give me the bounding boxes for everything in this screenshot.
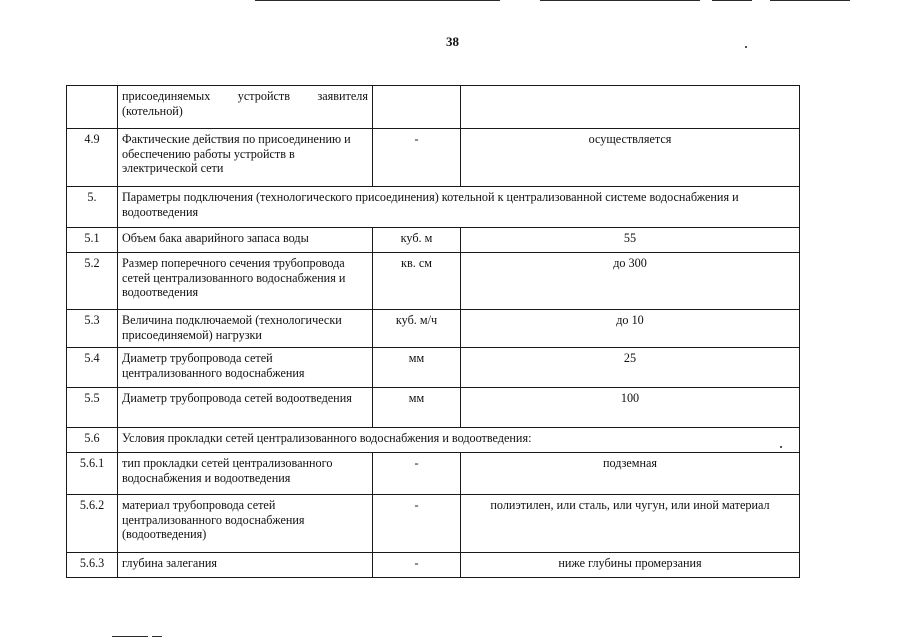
word: устройств: [237, 89, 290, 103]
scan-edge-line: [712, 0, 752, 1]
row-unit-cell: -: [373, 553, 461, 578]
page-number: 38: [446, 34, 459, 49]
section-row: [67, 428, 800, 453]
section-heading-cell: Условия прокладки сетей централизованного водоснабжения и водоотведения:: [118, 428, 800, 453]
row-description-cell: глубина залегания: [118, 553, 373, 578]
row-description-cell: Диаметр трубопровода сетей водоотведения: [118, 388, 373, 428]
scan-edge-line: [112, 636, 148, 637]
row-description-cell: материал трубопровода сетей централизованного водоснабжения (водоотведения): [118, 495, 373, 553]
table-row: [67, 253, 800, 310]
table-row: [67, 388, 800, 428]
table-row: [67, 129, 800, 187]
row-unit-cell: кв. см: [373, 253, 461, 310]
row-number-cell: [67, 86, 118, 129]
row-value-cell: осуществляется: [461, 129, 800, 187]
row-description-cell: Фактические действия по присоединению и обеспечению работы устройств в электрической сети: [118, 129, 373, 187]
section-heading-cell: Параметры подключения (технологического присоединения) котельной к централизованной системе водоснабжения и водоотведения: [118, 187, 800, 228]
table-row: [67, 348, 800, 388]
scan-edge-line: [152, 636, 162, 637]
row-number-cell: 5.4: [67, 348, 118, 388]
row-number-cell: 5.6: [67, 428, 118, 453]
row-description-cell: Диаметр трубопровода сетей централизованного водоснабжения: [118, 348, 373, 388]
row-value-cell: до 10: [461, 310, 800, 348]
table-row: [67, 310, 800, 348]
section-row: [67, 187, 800, 228]
row-unit-cell: -: [373, 495, 461, 553]
row-number-cell: 5.5: [67, 388, 118, 428]
table-row: [67, 553, 800, 578]
row-unit-cell: -: [373, 129, 461, 187]
row-number-cell: 4.9: [67, 129, 118, 187]
table-row: [67, 453, 800, 495]
word: заявителя: [317, 89, 368, 103]
table-row: [67, 86, 800, 129]
row-unit-cell: куб. м/ч: [373, 310, 461, 348]
row-value-cell: до 300: [461, 253, 800, 310]
scan-edge-line: [255, 0, 500, 1]
row-unit-cell: [373, 86, 461, 129]
table-row: [67, 495, 800, 553]
table-row: [67, 228, 800, 253]
row-unit-cell: мм: [373, 348, 461, 388]
word: присоединяемых: [122, 89, 211, 103]
row-value-cell: подземная: [461, 453, 800, 495]
row-number-cell: 5.6.2: [67, 495, 118, 553]
row-description-cell: [118, 86, 373, 129]
row-unit-cell: мм: [373, 388, 461, 428]
scan-edge-line: [540, 0, 700, 1]
row-unit-cell: куб. м: [373, 228, 461, 253]
row-number-cell: 5.: [67, 187, 118, 228]
justified-line: [122, 89, 368, 104]
row-value-cell: полиэтилен, или сталь, или чугун, или иной материал: [461, 495, 800, 553]
row-number-cell: 5.6.3: [67, 553, 118, 578]
row-description-cell: Величина подключаемой (технологически присоединяемой) нагрузки: [118, 310, 373, 348]
parameters-table: [66, 85, 800, 578]
row-value-cell: [461, 86, 800, 129]
row-number-cell: 5.6.1: [67, 453, 118, 495]
row-value-cell: 25: [461, 348, 800, 388]
scan-edge-line: [770, 0, 850, 1]
row-value-cell: ниже глубины промерзания: [461, 553, 800, 578]
row-value-cell: 55: [461, 228, 800, 253]
row-number-cell: 5.2: [67, 253, 118, 310]
row-description-cell: тип прокладки сетей централизованного водоснабжения и водоотведения: [118, 453, 373, 495]
description-continuation: (котельной): [122, 103, 183, 118]
row-number-cell: 5.1: [67, 228, 118, 253]
row-description-cell: Объем бака аварийного запаса воды: [118, 228, 373, 253]
row-value-cell: 100: [461, 388, 800, 428]
row-unit-cell: -: [373, 453, 461, 495]
row-description-cell: Размер поперечного сечения трубопровода сетей централизованного водоснабжения и водоотведения: [118, 253, 373, 310]
row-number-cell: 5.3: [67, 310, 118, 348]
